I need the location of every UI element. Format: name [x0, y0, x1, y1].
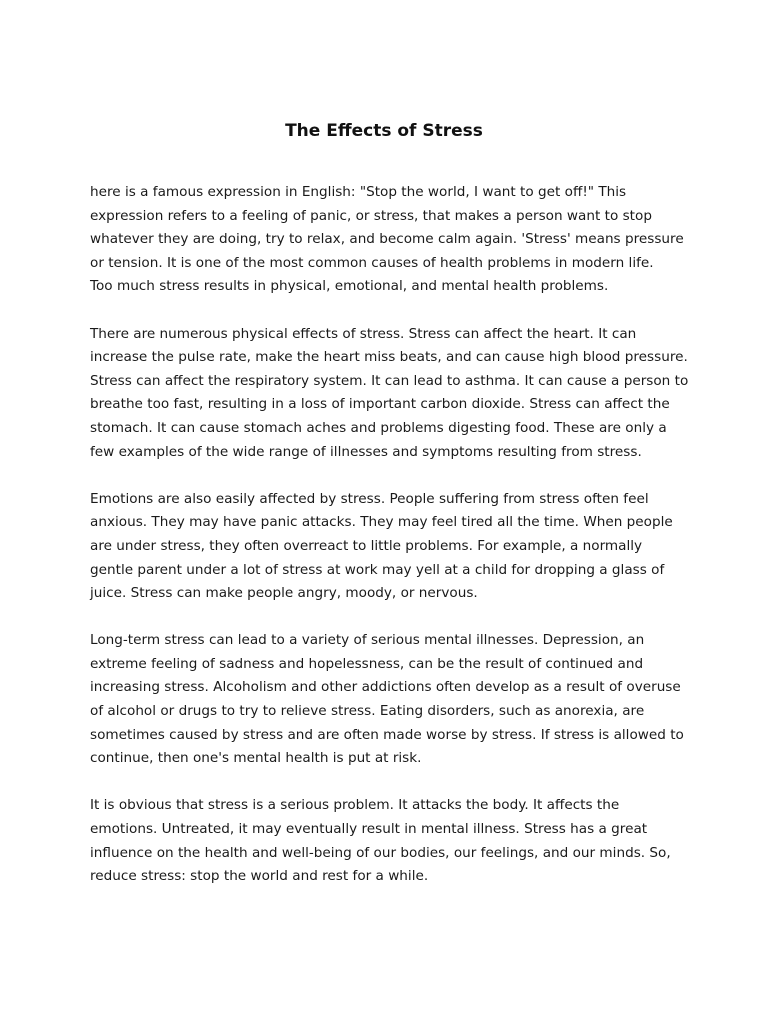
text-line: It is obvious that stress is a serious problem. It attacks the body. It affects the	[90, 797, 620, 814]
text-line: extreme feeling of sadness and hopelessness, can be the result of continued and	[90, 655, 644, 672]
text-line: sometimes caused by stress and are often made worse by stress. If stress is allowed to	[90, 726, 684, 743]
text-line: stomach. It can cause stomach aches and problems digesting food. These are only a	[90, 419, 667, 436]
text-line: here is a famous expression in English: "Stop the world, I want to get off!" This	[90, 184, 627, 200]
text-line: There are numerous physical effects of stress. Stress can affect the heart. It can	[90, 325, 637, 342]
text-line: emotions. Untreated, it may eventually result in mental illness. Stress has a great	[90, 821, 648, 838]
text-line: whatever they are doing, try to relax, and become calm again. 'Stress' means pressure	[90, 231, 684, 248]
text-line: few examples of the wide range of illnesses and symptoms resulting from stress.	[90, 443, 642, 460]
text-line: reduce stress: stop the world and rest for a while.	[90, 868, 429, 885]
text-line: increasing stress. Alcoholism and other addictions often develop as a result of overuse	[90, 679, 681, 696]
text-line: breathe too fast, resulting in a loss of important carbon dioxide. Stress can affect the	[90, 396, 670, 413]
paragraph-mental-effects	[90, 629, 690, 771]
text-line: Long-term stress can lead to a variety of serious mental illnesses. Depression, an	[90, 632, 645, 649]
text-line: juice. Stress can make people angry, moody, or nervous.	[90, 585, 478, 602]
text-line: or tension. It is one of the most common causes of health problems in modern life.	[90, 254, 654, 271]
paragraph-intro	[90, 181, 690, 299]
text-line: of alcohol or drugs to try to relieve stress. Eating disorders, such as anorexia, are	[90, 703, 645, 720]
text-line: Too much stress results in physical, emotional, and mental health problems.	[90, 278, 609, 295]
text-line: continue, then one's mental health is put at risk.	[90, 750, 422, 767]
text-line: Stress can affect the respiratory system. It can lead to asthma. It can cause a person to	[90, 372, 689, 389]
paragraph-emotional-effects	[90, 488, 690, 606]
paragraph-conclusion	[90, 794, 690, 888]
text-line: anxious. They may have panic attacks. They may feel tired all the time. When people	[90, 514, 673, 531]
text-line: gentle parent under a lot of stress at work may yell at a child for dropping a glass of	[90, 561, 665, 578]
text-line: influence on the health and well-being of our bodies, our feelings, and our minds. So,	[90, 844, 671, 861]
document-body	[90, 181, 690, 912]
text-line: increase the pulse rate, make the heart miss beats, and can cause high blood pressure.	[90, 349, 688, 366]
text-line: are under stress, they often overreact to little problems. For example, a normally	[90, 537, 643, 554]
text-line: expression refers to a feeling of panic, or stress, that makes a person want to stop	[90, 207, 652, 224]
text-line: Emotions are also easily affected by stress. People suffering from stress often feel	[90, 490, 649, 507]
paragraph-physical-effects	[90, 323, 690, 465]
document-title: The Effects of Stress	[285, 121, 483, 141]
